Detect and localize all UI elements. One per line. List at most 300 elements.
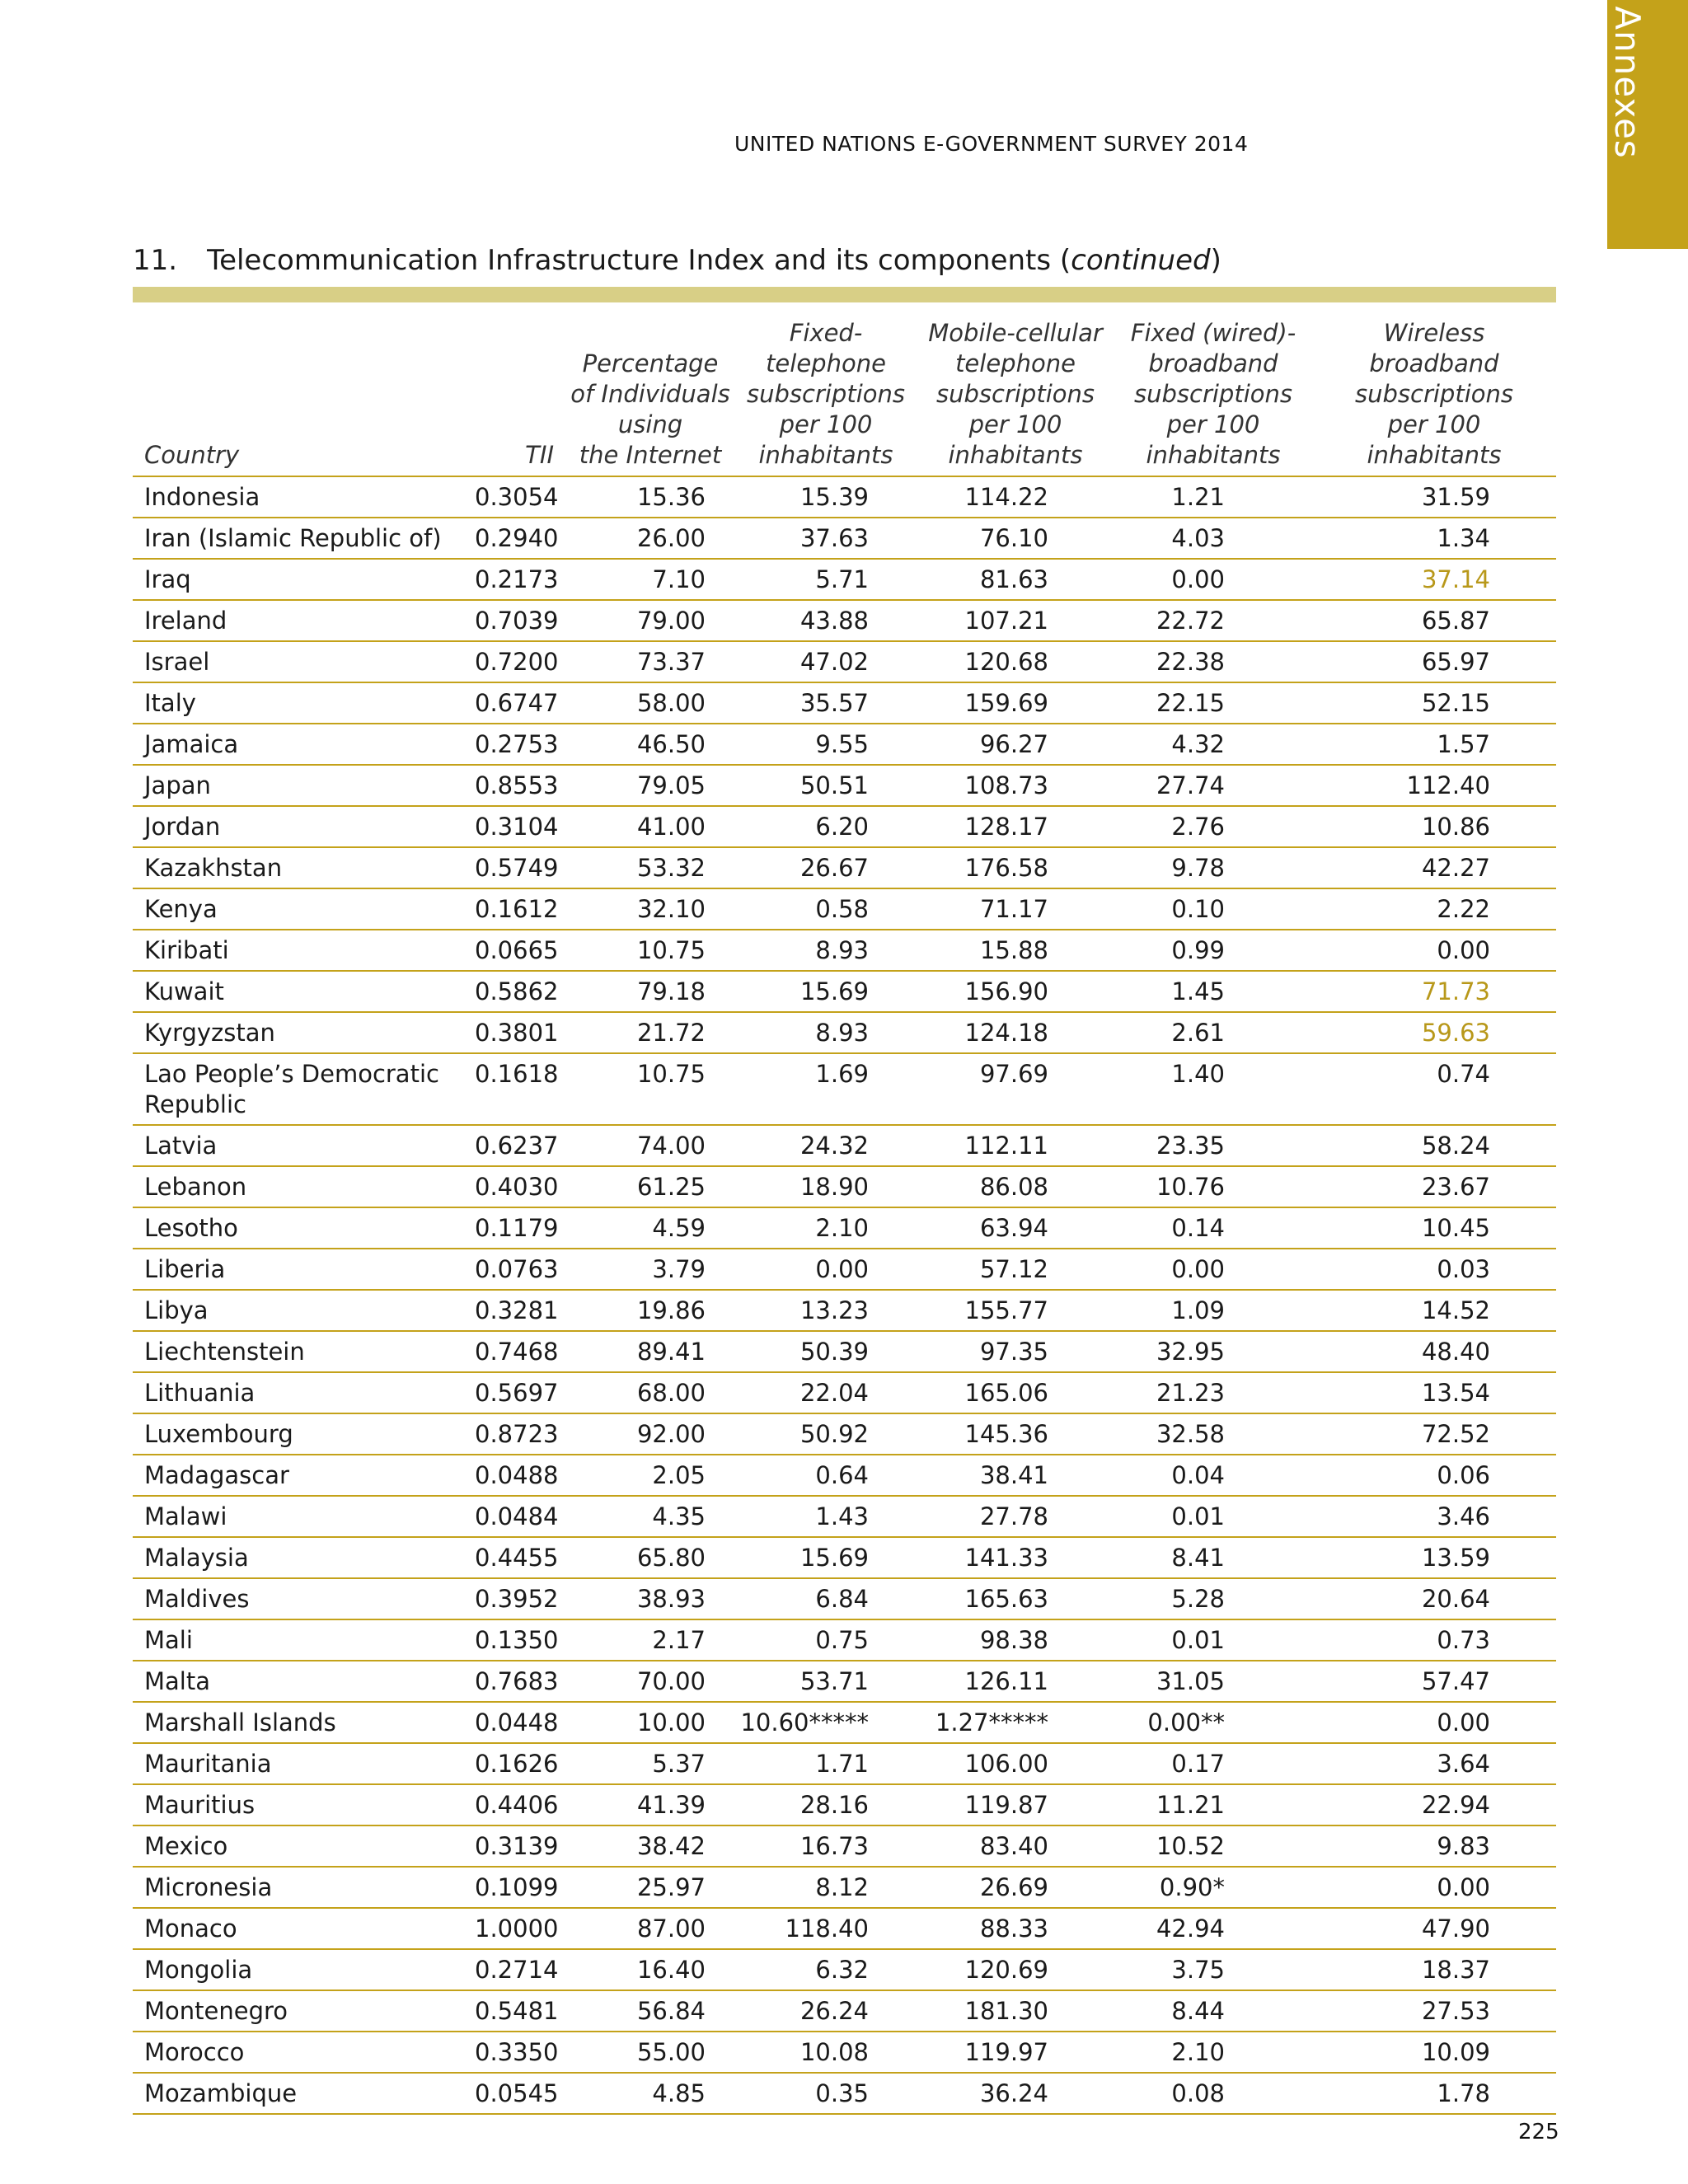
cell-fixed-telephone: 24.32 (735, 1125, 917, 1166)
cell-mobile-cellular: 126.11 (917, 1661, 1114, 1702)
table-row (133, 971, 1556, 1012)
cell-fixed-telephone: 47.02 (735, 641, 917, 682)
cell-mobile-cellular: 181.30 (917, 1990, 1114, 2032)
cell-fixed-telephone: 6.84 (735, 1578, 917, 1619)
cell-fixed-broadband: 2.76 (1114, 806, 1312, 847)
cell-fixed-telephone: 118.40 (735, 1908, 917, 1949)
cell-country: Mali (133, 1619, 475, 1661)
cell-tii: 1.0000 (475, 1908, 565, 1949)
cell-wireless-broadband: 1.78 (1312, 2073, 1556, 2114)
cell-country: Mozambique (133, 2073, 475, 2114)
cell-fixed-telephone: 0.75 (735, 1619, 917, 1661)
cell-internet-users: 55.00 (565, 2032, 735, 2073)
cell-mobile-cellular: 88.33 (917, 1908, 1114, 1949)
cell-wireless-broadband: 23.67 (1312, 1166, 1556, 1207)
cell-fixed-broadband: 0.08 (1114, 2073, 1312, 2114)
cell-wireless-broadband: 27.53 (1312, 1990, 1556, 2032)
cell-fixed-telephone: 6.32 (735, 1949, 917, 1990)
cell-internet-users: 70.00 (565, 1661, 735, 1702)
cell-internet-users: 21.72 (565, 1012, 735, 1053)
table-row (133, 888, 1556, 930)
table-row (133, 682, 1556, 724)
table-row (133, 1125, 1556, 1166)
table-row (133, 1867, 1556, 1908)
cell-mobile-cellular: 26.69 (917, 1867, 1114, 1908)
cell-fixed-telephone: 22.04 (735, 1372, 917, 1413)
table-row (133, 1949, 1556, 1990)
cell-wireless-broadband (1312, 971, 1556, 1012)
cell-tii: 0.6237 (475, 1125, 565, 1166)
cell-mobile-cellular: 107.21 (917, 600, 1114, 641)
cell-mobile-cellular: 165.63 (917, 1578, 1114, 1619)
cell-fixed-telephone: 0.64 (735, 1455, 917, 1496)
cell-tii: 0.2940 (475, 518, 565, 559)
cell-internet-users: 41.39 (565, 1784, 735, 1825)
cell-country: Madagascar (133, 1455, 475, 1496)
page-number: 225 (1518, 2120, 1559, 2144)
cell-fixed-broadband: 31.05 (1114, 1661, 1312, 1702)
cell-wireless-broadband: 20.64 (1312, 1578, 1556, 1619)
cell-internet-users: 32.10 (565, 888, 735, 930)
cell-fixed-broadband: 8.44 (1114, 1990, 1312, 2032)
section-title-end: ) (1210, 244, 1221, 277)
cell-tii: 0.7039 (475, 600, 565, 641)
cell-country: Iran (Islamic Republic of) (133, 518, 475, 559)
cell-tii: 0.0484 (475, 1496, 565, 1537)
cell-wireless-broadband: 13.59 (1312, 1537, 1556, 1578)
cell-tii: 0.0488 (475, 1455, 565, 1496)
cell-internet-users: 10.75 (565, 1053, 735, 1125)
cell-country: Mexico (133, 1825, 475, 1867)
table-row (133, 1372, 1556, 1413)
cell-tii: 0.0545 (475, 2073, 565, 2114)
cell-fixed-telephone: 1.71 (735, 1743, 917, 1784)
cell-country: Libya (133, 1290, 475, 1331)
cell-country: Kuwait (133, 971, 475, 1012)
cell-fixed-telephone: 26.67 (735, 847, 917, 888)
cell-country: Monaco (133, 1908, 475, 1949)
cell-fixed-broadband: 8.41 (1114, 1537, 1312, 1578)
cell-mobile-cellular: 96.27 (917, 724, 1114, 765)
cell-wireless-broadband: 0.00 (1312, 930, 1556, 971)
cell-wireless-broadband: 0.06 (1312, 1455, 1556, 1496)
header-tii: TII (475, 302, 565, 476)
cell-fixed-telephone: 1.69 (735, 1053, 917, 1125)
table-row (133, 1012, 1556, 1053)
cell-internet-users: 15.36 (565, 476, 735, 518)
cell-wireless-broadband: 0.03 (1312, 1249, 1556, 1290)
cell-tii: 0.4406 (475, 1784, 565, 1825)
cell-country: Kazakhstan (133, 847, 475, 888)
cell-mobile-cellular: 119.97 (917, 2032, 1114, 2073)
cell-wireless-broadband: 0.74 (1312, 1053, 1556, 1125)
cell-fixed-broadband: 23.35 (1114, 1125, 1312, 1166)
cell-wireless-broadband: 10.86 (1312, 806, 1556, 847)
table-row (133, 1249, 1556, 1290)
cell-wireless-broadband: 47.90 (1312, 1908, 1556, 1949)
cell-internet-users: 79.00 (565, 600, 735, 641)
cell-fixed-broadband: 0.99 (1114, 930, 1312, 971)
cell-fixed-telephone: 8.12 (735, 1867, 917, 1908)
cell-fixed-broadband: 1.45 (1114, 971, 1312, 1012)
table-row (133, 476, 1556, 518)
cell-fixed-telephone: 15.39 (735, 476, 917, 518)
cell-tii: 0.0763 (475, 1249, 565, 1290)
cell-fixed-telephone: 10.60***** (735, 1702, 917, 1743)
highlighted-value: 37.14 (1421, 565, 1490, 593)
cell-wireless-broadband: 10.45 (1312, 1207, 1556, 1249)
cell-internet-users: 73.37 (565, 641, 735, 682)
cell-fixed-telephone: 8.93 (735, 930, 917, 971)
table-row (133, 1413, 1556, 1455)
cell-tii: 0.3104 (475, 806, 565, 847)
cell-country: Malaysia (133, 1537, 475, 1578)
table-row (133, 1331, 1556, 1372)
cell-fixed-telephone: 8.93 (735, 1012, 917, 1053)
table-row (133, 847, 1556, 888)
cell-wireless-broadband: 1.57 (1312, 724, 1556, 765)
cell-mobile-cellular: 119.87 (917, 1784, 1114, 1825)
cell-internet-users: 87.00 (565, 1908, 735, 1949)
cell-country: Kiribati (133, 930, 475, 971)
cell-internet-users: 38.93 (565, 1578, 735, 1619)
header-internet-users: Percentage of Individuals using the Internet (565, 302, 735, 476)
cell-tii: 0.5481 (475, 1990, 565, 2032)
cell-wireless-broadband: 0.73 (1312, 1619, 1556, 1661)
cell-fixed-telephone: 53.71 (735, 1661, 917, 1702)
cell-fixed-telephone: 15.69 (735, 1537, 917, 1578)
section-title (133, 244, 1221, 277)
table-row (133, 806, 1556, 847)
cell-mobile-cellular: 63.94 (917, 1207, 1114, 1249)
cell-tii: 0.1618 (475, 1053, 565, 1125)
cell-fixed-broadband: 0.01 (1114, 1619, 1312, 1661)
cell-wireless-broadband: 13.54 (1312, 1372, 1556, 1413)
cell-tii: 0.1612 (475, 888, 565, 930)
running-header: UNITED NATIONS E-GOVERNMENT SURVEY 2014 (734, 132, 1249, 156)
cell-country: Kenya (133, 888, 475, 930)
highlighted-value: 59.63 (1421, 1019, 1490, 1047)
header-mobile-cellular: Mobile-cellular telephone subscriptions per 100 inhabitants (917, 302, 1114, 476)
table-row (133, 1702, 1556, 1743)
cell-country: Mauritius (133, 1784, 475, 1825)
cell-wireless-broadband: 0.00 (1312, 1867, 1556, 1908)
cell-internet-users: 41.00 (565, 806, 735, 847)
cell-country: Lesotho (133, 1207, 475, 1249)
cell-internet-users: 89.41 (565, 1331, 735, 1372)
cell-fixed-telephone: 26.24 (735, 1990, 917, 2032)
cell-tii: 0.7200 (475, 641, 565, 682)
cell-fixed-broadband: 11.21 (1114, 1784, 1312, 1825)
cell-mobile-cellular: 15.88 (917, 930, 1114, 971)
cell-mobile-cellular: 106.00 (917, 1743, 1114, 1784)
table-row (133, 1784, 1556, 1825)
cell-internet-users: 53.32 (565, 847, 735, 888)
cell-fixed-telephone: 18.90 (735, 1166, 917, 1207)
cell-country: Kyrgyzstan (133, 1012, 475, 1053)
annexes-tab-label: Annexes (1607, 6, 1648, 159)
cell-mobile-cellular: 97.35 (917, 1331, 1114, 1372)
cell-country: Ireland (133, 600, 475, 641)
cell-country: Mongolia (133, 1949, 475, 1990)
cell-fixed-broadband: 10.76 (1114, 1166, 1312, 1207)
cell-fixed-telephone: 15.69 (735, 971, 917, 1012)
cell-internet-users: 25.97 (565, 1867, 735, 1908)
cell-fixed-telephone: 10.08 (735, 2032, 917, 2073)
cell-fixed-broadband: 0.00** (1114, 1702, 1312, 1743)
cell-fixed-broadband: 0.01 (1114, 1496, 1312, 1537)
cell-tii: 0.3139 (475, 1825, 565, 1867)
cell-fixed-broadband: 0.14 (1114, 1207, 1312, 1249)
cell-tii: 0.2714 (475, 1949, 565, 1990)
cell-tii: 0.0665 (475, 930, 565, 971)
table-row (133, 2032, 1556, 2073)
cell-mobile-cellular: 38.41 (917, 1455, 1114, 1496)
cell-wireless-broadband: 3.64 (1312, 1743, 1556, 1784)
cell-mobile-cellular: 112.11 (917, 1125, 1114, 1166)
cell-internet-users: 58.00 (565, 682, 735, 724)
cell-fixed-telephone: 28.16 (735, 1784, 917, 1825)
cell-tii: 0.1350 (475, 1619, 565, 1661)
cell-country: Lithuania (133, 1372, 475, 1413)
table-row (133, 1990, 1556, 2032)
cell-tii: 0.4030 (475, 1166, 565, 1207)
cell-fixed-broadband: 32.58 (1114, 1413, 1312, 1455)
section-title-continued: continued (1071, 244, 1211, 277)
cell-country: Malta (133, 1661, 475, 1702)
cell-fixed-broadband: 2.10 (1114, 2032, 1312, 2073)
cell-wireless-broadband: 3.46 (1312, 1496, 1556, 1537)
section-title-text: Telecommunication Infrastructure Index and its components ( (207, 244, 1071, 277)
cell-internet-users: 19.86 (565, 1290, 735, 1331)
telecom-index-table (133, 302, 1556, 2115)
cell-wireless-broadband: 65.97 (1312, 641, 1556, 682)
cell-tii: 0.5862 (475, 971, 565, 1012)
cell-wireless-broadband: 14.52 (1312, 1290, 1556, 1331)
table-row (133, 2073, 1556, 2114)
cell-mobile-cellular: 165.06 (917, 1372, 1114, 1413)
cell-tii: 0.8723 (475, 1413, 565, 1455)
cell-wireless-broadband: 42.27 (1312, 847, 1556, 888)
cell-fixed-broadband: 22.15 (1114, 682, 1312, 724)
cell-tii: 0.7468 (475, 1331, 565, 1372)
cell-country: Liechtenstein (133, 1331, 475, 1372)
cell-country: Morocco (133, 2032, 475, 2073)
cell-internet-users: 4.35 (565, 1496, 735, 1537)
cell-fixed-telephone: 0.00 (735, 1249, 917, 1290)
cell-internet-users: 3.79 (565, 1249, 735, 1290)
cell-country: Iraq (133, 559, 475, 600)
table-row (133, 724, 1556, 765)
cell-mobile-cellular: 98.38 (917, 1619, 1114, 1661)
cell-internet-users: 65.80 (565, 1537, 735, 1578)
cell-mobile-cellular: 120.69 (917, 1949, 1114, 1990)
cell-internet-users: 92.00 (565, 1413, 735, 1455)
cell-wireless-broadband: 9.83 (1312, 1825, 1556, 1867)
title-divider-bar (133, 287, 1556, 302)
cell-country: Malawi (133, 1496, 475, 1537)
cell-internet-users: 5.37 (565, 1743, 735, 1784)
cell-tii: 0.3281 (475, 1290, 565, 1331)
cell-country: Israel (133, 641, 475, 682)
cell-mobile-cellular: 27.78 (917, 1496, 1114, 1537)
cell-fixed-broadband: 0.00 (1114, 1249, 1312, 1290)
cell-internet-users: 4.59 (565, 1207, 735, 1249)
cell-wireless-broadband: 10.09 (1312, 2032, 1556, 2073)
cell-internet-users: 68.00 (565, 1372, 735, 1413)
cell-country: Indonesia (133, 476, 475, 518)
cell-fixed-telephone: 16.73 (735, 1825, 917, 1867)
cell-internet-users: 56.84 (565, 1990, 735, 2032)
cell-fixed-telephone: 1.43 (735, 1496, 917, 1537)
cell-country: Japan (133, 765, 475, 806)
table-row (133, 559, 1556, 600)
cell-fixed-telephone: 6.20 (735, 806, 917, 847)
cell-tii: 0.4455 (475, 1537, 565, 1578)
cell-internet-users: 10.00 (565, 1702, 735, 1743)
cell-mobile-cellular: 128.17 (917, 806, 1114, 847)
cell-internet-users: 2.05 (565, 1455, 735, 1496)
table-row (133, 1053, 1556, 1125)
cell-fixed-broadband: 27.74 (1114, 765, 1312, 806)
cell-wireless-broadband: 52.15 (1312, 682, 1556, 724)
table-body (133, 476, 1556, 2114)
cell-country: Jamaica (133, 724, 475, 765)
cell-mobile-cellular: 1.27***** (917, 1702, 1114, 1743)
annexes-side-tab (1607, 0, 1688, 249)
cell-fixed-broadband: 1.21 (1114, 476, 1312, 518)
cell-wireless-broadband: 65.87 (1312, 600, 1556, 641)
cell-mobile-cellular: 83.40 (917, 1825, 1114, 1867)
cell-fixed-broadband: 0.10 (1114, 888, 1312, 930)
cell-wireless-broadband (1312, 559, 1556, 600)
cell-fixed-broadband: 21.23 (1114, 1372, 1312, 1413)
cell-tii: 0.1179 (475, 1207, 565, 1249)
cell-internet-users: 79.05 (565, 765, 735, 806)
cell-wireless-broadband: 1.34 (1312, 518, 1556, 559)
cell-mobile-cellular: 57.12 (917, 1249, 1114, 1290)
cell-country: Maldives (133, 1578, 475, 1619)
cell-internet-users: 16.40 (565, 1949, 735, 1990)
cell-tii: 0.5697 (475, 1372, 565, 1413)
cell-tii: 0.2753 (475, 724, 565, 765)
cell-fixed-telephone: 0.58 (735, 888, 917, 930)
section-number: 11. (133, 244, 178, 277)
table-row (133, 1455, 1556, 1496)
cell-mobile-cellular: 81.63 (917, 559, 1114, 600)
cell-tii: 0.2173 (475, 559, 565, 600)
cell-internet-users: 4.85 (565, 2073, 735, 2114)
cell-fixed-broadband: 22.38 (1114, 641, 1312, 682)
cell-wireless-broadband: 58.24 (1312, 1125, 1556, 1166)
cell-fixed-broadband: 32.95 (1114, 1331, 1312, 1372)
cell-internet-users: 79.18 (565, 971, 735, 1012)
cell-fixed-telephone: 50.39 (735, 1331, 917, 1372)
cell-wireless-broadband: 2.22 (1312, 888, 1556, 930)
cell-tii: 0.5749 (475, 847, 565, 888)
cell-wireless-broadband: 112.40 (1312, 765, 1556, 806)
cell-fixed-telephone: 50.51 (735, 765, 917, 806)
cell-fixed-telephone: 13.23 (735, 1290, 917, 1331)
cell-fixed-broadband: 4.32 (1114, 724, 1312, 765)
cell-fixed-broadband: 4.03 (1114, 518, 1312, 559)
cell-internet-users: 74.00 (565, 1125, 735, 1166)
header-country: Country (133, 302, 475, 476)
cell-tii: 0.1099 (475, 1867, 565, 1908)
table-row (133, 765, 1556, 806)
table-row (133, 518, 1556, 559)
cell-fixed-telephone: 0.35 (735, 2073, 917, 2114)
cell-mobile-cellular: 159.69 (917, 682, 1114, 724)
cell-internet-users: 61.25 (565, 1166, 735, 1207)
cell-country: Micronesia (133, 1867, 475, 1908)
cell-wireless-broadband (1312, 1012, 1556, 1053)
header-wireless-broadband: Wireless broadband subscriptions per 100 inhabitants (1312, 302, 1556, 476)
table-row (133, 641, 1556, 682)
cell-mobile-cellular: 76.10 (917, 518, 1114, 559)
table-row (133, 1207, 1556, 1249)
cell-fixed-broadband: 0.04 (1114, 1455, 1312, 1496)
table-row (133, 1619, 1556, 1661)
cell-tii: 0.3952 (475, 1578, 565, 1619)
cell-internet-users: 10.75 (565, 930, 735, 971)
table-row (133, 1743, 1556, 1784)
cell-internet-users: 26.00 (565, 518, 735, 559)
cell-tii: 0.1626 (475, 1743, 565, 1784)
cell-internet-users: 46.50 (565, 724, 735, 765)
cell-fixed-broadband: 22.72 (1114, 600, 1312, 641)
cell-country: Lebanon (133, 1166, 475, 1207)
cell-wireless-broadband: 57.47 (1312, 1661, 1556, 1702)
cell-wireless-broadband: 72.52 (1312, 1413, 1556, 1455)
table-row (133, 1578, 1556, 1619)
cell-internet-users: 7.10 (565, 559, 735, 600)
cell-country: Italy (133, 682, 475, 724)
cell-mobile-cellular: 108.73 (917, 765, 1114, 806)
header-fixed-broadband: Fixed (wired)- broadband subscriptions per 100 inhabitants (1114, 302, 1312, 476)
cell-fixed-telephone: 9.55 (735, 724, 917, 765)
cell-mobile-cellular: 86.08 (917, 1166, 1114, 1207)
cell-mobile-cellular: 145.36 (917, 1413, 1114, 1455)
cell-mobile-cellular: 120.68 (917, 641, 1114, 682)
cell-mobile-cellular: 141.33 (917, 1537, 1114, 1578)
cell-fixed-telephone: 2.10 (735, 1207, 917, 1249)
table-row (133, 1166, 1556, 1207)
cell-fixed-broadband: 3.75 (1114, 1949, 1312, 1990)
highlighted-value: 71.73 (1421, 977, 1490, 1005)
cell-mobile-cellular: 114.22 (917, 476, 1114, 518)
cell-mobile-cellular: 71.17 (917, 888, 1114, 930)
cell-fixed-broadband: 1.09 (1114, 1290, 1312, 1331)
cell-mobile-cellular: 176.58 (917, 847, 1114, 888)
cell-tii: 0.3054 (475, 476, 565, 518)
cell-fixed-broadband: 0.90* (1114, 1867, 1312, 1908)
cell-internet-users: 38.42 (565, 1825, 735, 1867)
cell-wireless-broadband: 48.40 (1312, 1331, 1556, 1372)
table-row (133, 1825, 1556, 1867)
cell-tii: 0.8553 (475, 765, 565, 806)
cell-wireless-broadband: 0.00 (1312, 1702, 1556, 1743)
cell-internet-users: 2.17 (565, 1619, 735, 1661)
cell-fixed-broadband: 0.17 (1114, 1743, 1312, 1784)
cell-country: Mauritania (133, 1743, 475, 1784)
header-fixed-telephone: Fixed- telephone subscriptions per 100 inhabitants (735, 302, 917, 476)
cell-tii: 0.3801 (475, 1012, 565, 1053)
cell-mobile-cellular: 124.18 (917, 1012, 1114, 1053)
cell-tii: 0.0448 (475, 1702, 565, 1743)
cell-mobile-cellular: 156.90 (917, 971, 1114, 1012)
table-row (133, 1496, 1556, 1537)
